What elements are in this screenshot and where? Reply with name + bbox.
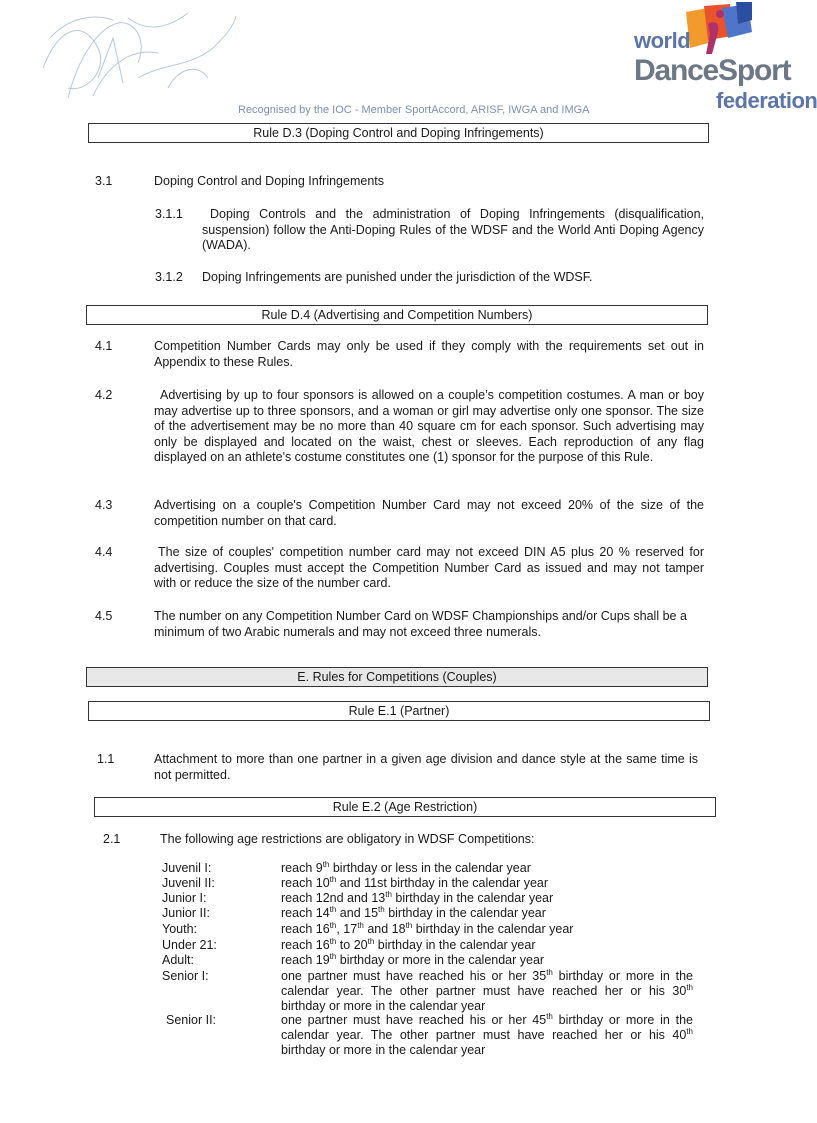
section-number: 4.1 (95, 339, 113, 353)
section-number: 1.1 (97, 752, 115, 766)
section-e-title: E. Rules for Competitions (Couples) (86, 667, 708, 687)
age-division-label: Junior I: (162, 891, 207, 905)
section-number: 3.1 (95, 174, 113, 188)
logo-federation: federation (716, 88, 817, 113)
section-text: Attachment to more than one partner in a given age division and dance style at the same time is not permitted. (154, 752, 698, 782)
section-number: 3.1.2 (155, 270, 183, 284)
section-number: 3.1.1 (155, 207, 183, 221)
age-division-label: Juvenil II: (162, 876, 215, 890)
rule-d4-title: Rule D.4 (Advertising and Competition Numbers) (86, 305, 708, 325)
age-division-label: Senior II: (166, 1013, 217, 1027)
logo-world: world (634, 28, 691, 53)
age-division-label: Youth: (162, 922, 197, 936)
age-division-rule: one partner must have reached his or her 35th birthday or more in the calendar year. The other partner must have reached her or his 30th birthday or more in the calendar year (281, 967, 693, 1014)
age-division-label: Senior I: (162, 969, 209, 983)
rule-d3-title: Rule D.3 (Doping Control and Doping Infringements) (88, 123, 709, 143)
section-number: 4.5 (95, 609, 113, 623)
section-number: 4.3 (95, 498, 113, 512)
rule-e1-title: Rule E.1 (Partner) (88, 701, 710, 721)
decorative-watermark (38, 8, 238, 103)
age-division-rule: reach 14th and 15th birthday in the calendar year (281, 904, 546, 920)
age-division-rule: reach 16th to 20th birthday in the calendar year (281, 936, 536, 952)
age-division-label: Junior II: (162, 906, 210, 920)
section-text: Doping Controls and the administration of Doping Infringements (disqualification, suspension) follow the Anti-Doping Rules of the WDSF and the World Anti Doping Agency (WADA). (202, 207, 704, 253)
rule-e2-title: Rule E.2 (Age Restriction) (94, 797, 716, 817)
section-text: Doping Infringements are punished under the jurisdiction of the WDSF. (202, 270, 593, 284)
section-text: Competition Number Cards may only be used if they comply with the requirements set out in Appendix to these Rules. (154, 339, 704, 369)
section-text: The size of couples' competition number card may not exceed DIN A5 plus 20 % reserved for advertising. Couples must accept the Competition Number Card as issued and may not tamper with or reduce the size of the number card. (154, 545, 704, 591)
age-division-rule: reach 16th, 17th and 18th birthday in the calendar year (281, 920, 574, 936)
section-text: The number on any Competition Number Card on WDSF Championships and/or Cups shall be a minimum of two Arabic numerals and may not exceed three numerals. (154, 609, 687, 639)
age-division-rule: one partner must have reached his or her 45th birthday or more in the calendar year. The other partner must have reached her or his 40th birthday or more in the calendar year (281, 1011, 693, 1058)
recognition-text: Recognised by the IOC - Member SportAccord, ARISF, IWGA and IMGA (238, 104, 590, 116)
age-division-rule: reach 19th birthday or more in the calendar year (281, 951, 545, 967)
section-number: 4.2 (95, 388, 113, 402)
section-number: 2.1 (103, 832, 121, 846)
age-division-label: Adult: (162, 953, 194, 967)
section-text: Advertising on a couple's Competition Number Card may not exceed 20% of the size of the competition number on that card. (154, 498, 704, 528)
section-text: Doping Control and Doping Infringements (154, 174, 384, 188)
logo-dancesport: DanceSport (634, 54, 791, 87)
age-division-rule: reach 12nd and 13th birthday in the calendar year (281, 889, 554, 905)
section-number: 4.4 (95, 545, 113, 559)
age-division-label: Juvenil I: (162, 861, 212, 875)
age-division-rule: reach 10th and 11st birthday in the calendar year (281, 874, 549, 890)
age-division-rule: reach 9th birthday or less in the calendar year (281, 859, 531, 875)
section-text: Advertising by up to four sponsors is allowed on a couple’s competition costumes. A man or boy may advertise up to three sponsors, and a woman or girl may advertise only one sponsor. The size of the advertisement may be no more than 40 square cm for each sponsor. Such advertising may only be displayed and located on the waist, chest or sleeves. Each reproduction of any flag displayed on an athlete's costume constitutes one (1) sponsor for the purpose of this Rule. (154, 388, 704, 465)
section-text: The following age restrictions are obligatory in WDSF Competitions: (160, 832, 535, 846)
age-division-label: Under 21: (162, 938, 217, 952)
